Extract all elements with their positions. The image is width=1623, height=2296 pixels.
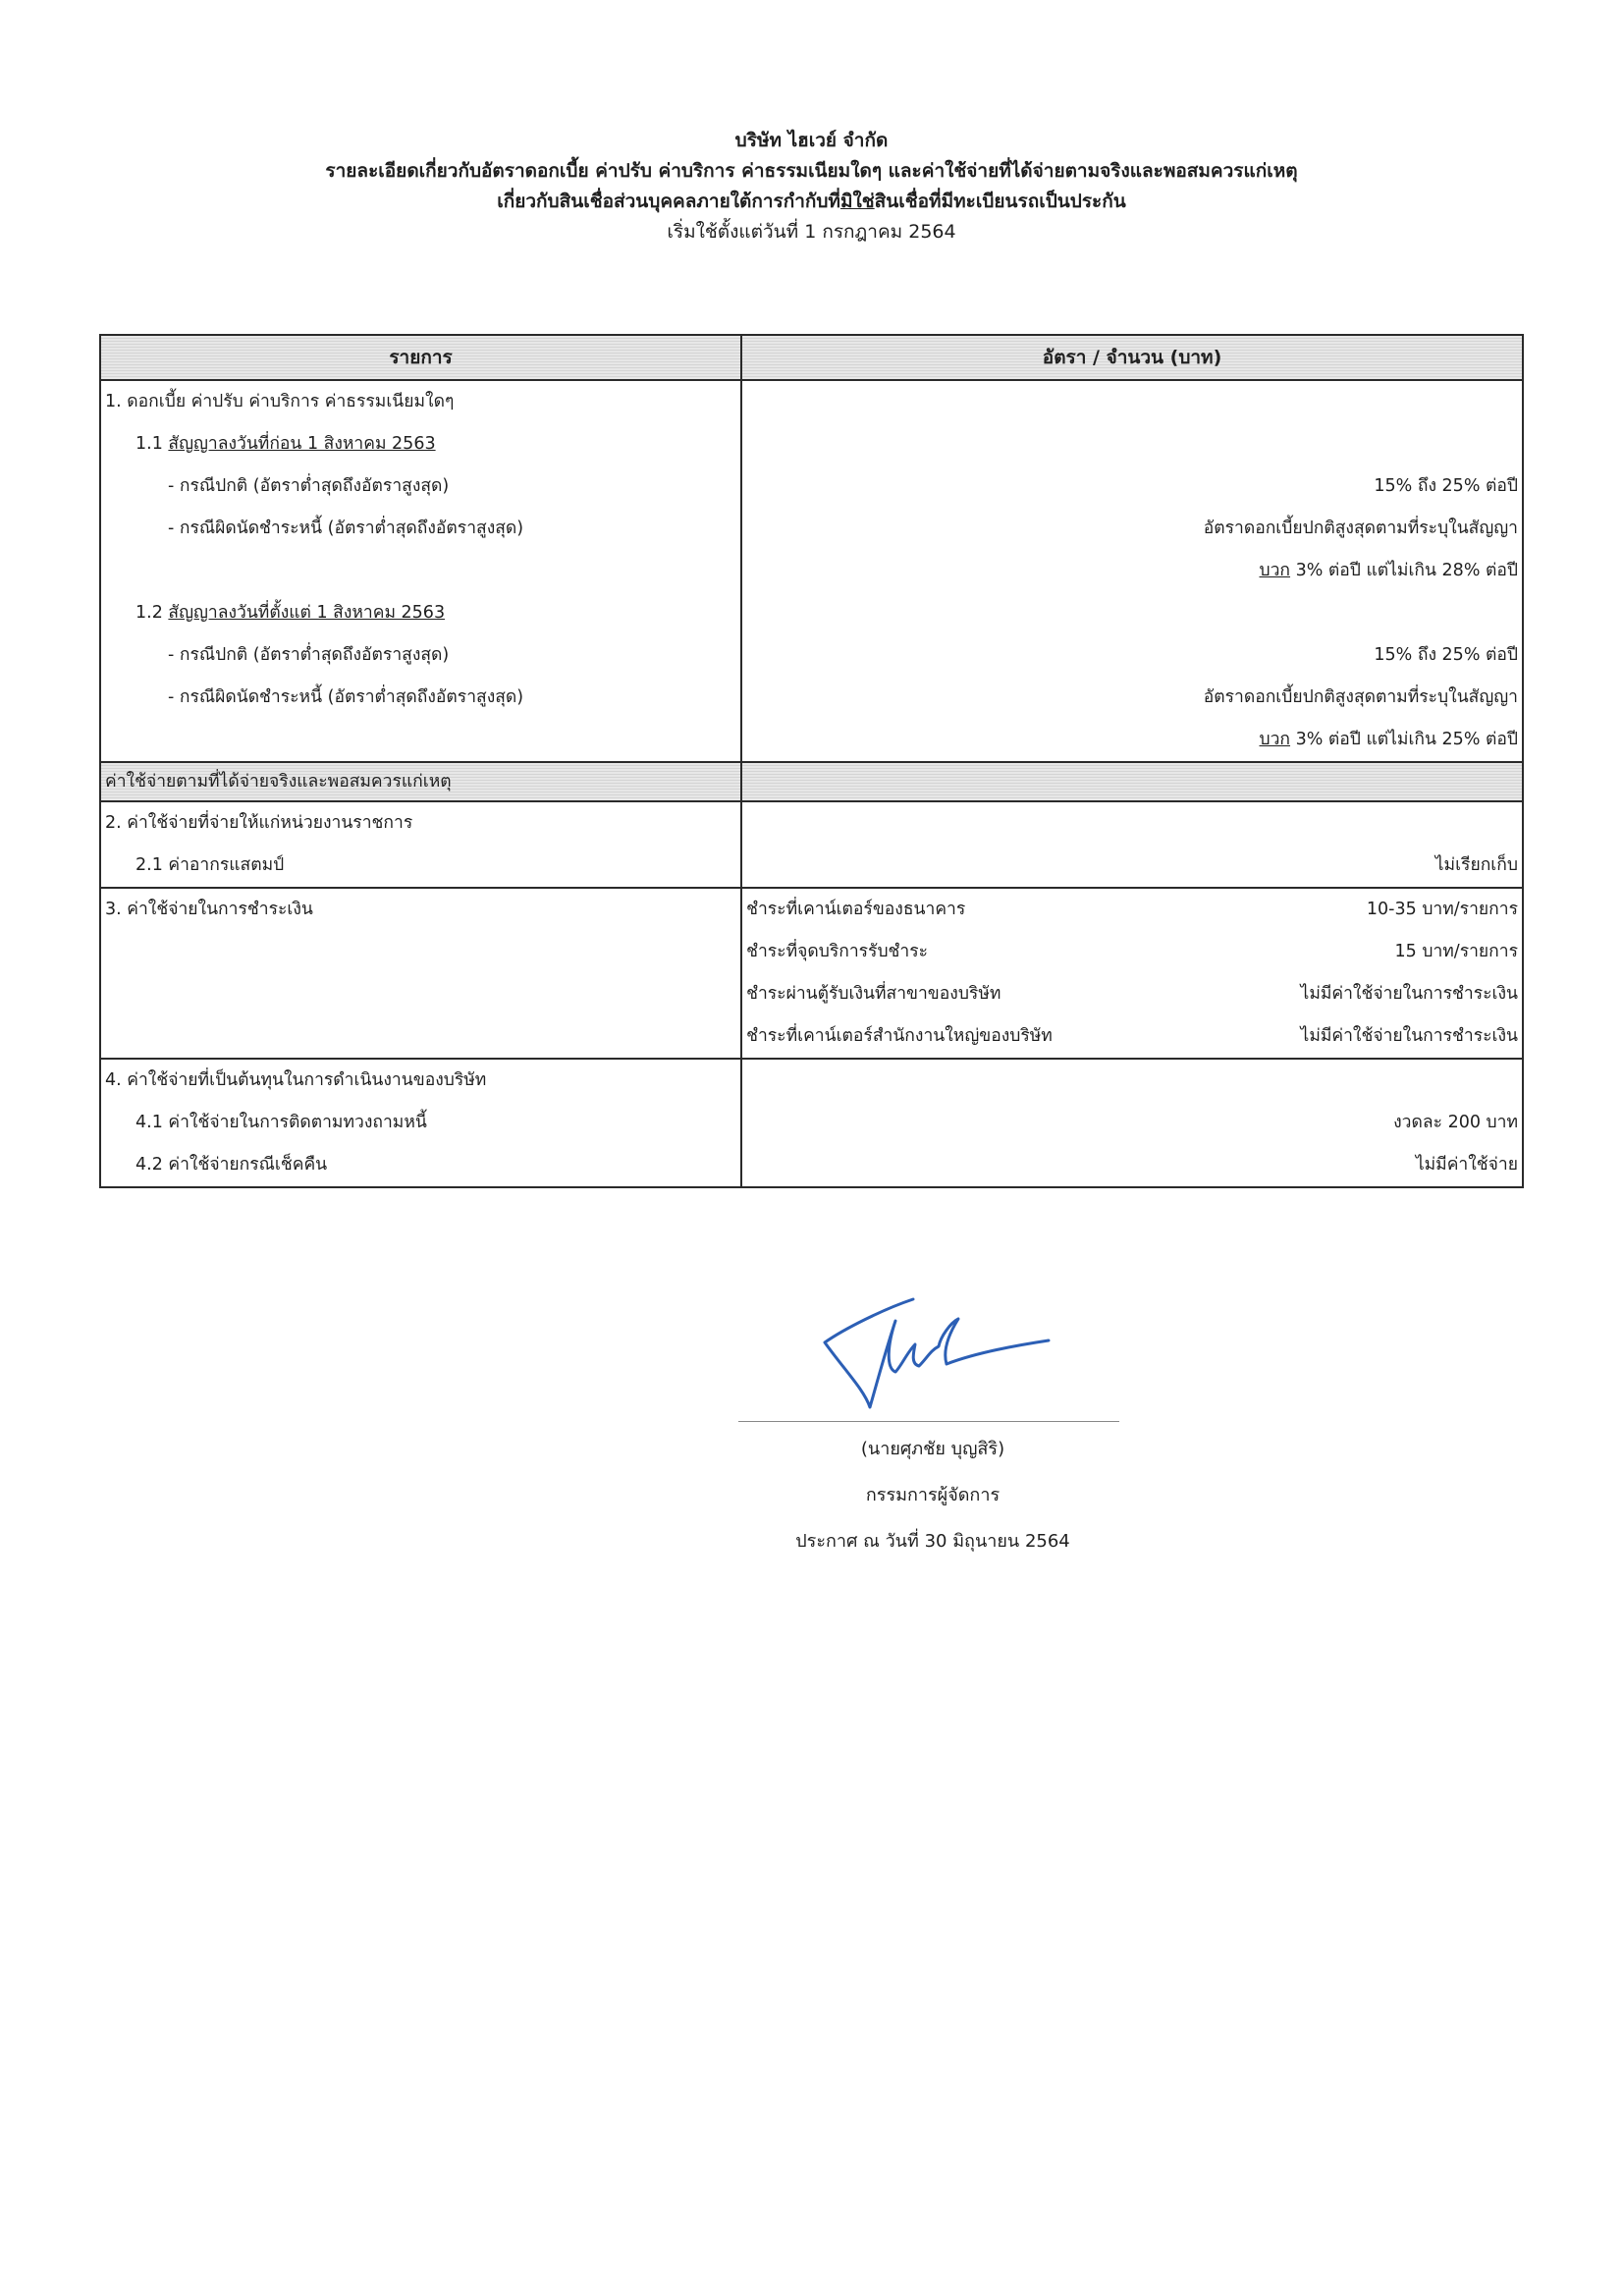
item-4-1: 4.1 ค่าใช้จ่ายในการติดตามทวงถามหนี้ bbox=[135, 1113, 427, 1132]
rate-1-1-normal: 15% ถึง 25% ต่อปี bbox=[1374, 476, 1518, 496]
column-header-rate: อัตรา / จำนวน (บาท) bbox=[741, 335, 1523, 380]
section-3-title: 3. ค่าใช้จ่ายในการชำระเงิน bbox=[105, 900, 313, 919]
column-header-item: รายการ bbox=[100, 335, 741, 380]
payment-row: ชำระผ่านตู้รับเงินที่สาขาของบริษัท ไม่มีค่าใช้จ่ายในการชำระเงิน bbox=[746, 984, 1518, 1004]
payment-row: ชำระที่จุดบริการรับชำระ 15 บาท/รายการ bbox=[746, 942, 1518, 961]
section-4-title: 4. ค่าใช้จ่ายที่เป็นต้นทุนในการดำเนินงานของบริษัท bbox=[105, 1070, 487, 1090]
section-2-title: 2. ค่าใช้จ่ายที่จ่ายให้แก่หน่วยงานราชการ bbox=[105, 813, 413, 833]
item-1-2-normal: - กรณีปกติ (อัตราต่ำสุดถึงอัตราสูงสุด) bbox=[168, 645, 450, 665]
item-1-2-default: - กรณีผิดนัดชำระหนี้ (อัตราต่ำสุดถึงอัตราสูงสุด) bbox=[168, 687, 524, 707]
signatory-name: (นายศุภชัย บุญสิริ) bbox=[860, 1439, 1005, 1459]
table-header-row bbox=[100, 335, 1523, 380]
document-header bbox=[0, 126, 1623, 247]
rate-1-2-default-line1: อัตราดอกเบี้ยปกติสูงสุดตามที่ระบุในสัญญา bbox=[1203, 687, 1518, 707]
subsection-1-2: 1.2 สัญญาลงวันที่ตั้งแต่ 1 สิงหาคม 2563 bbox=[135, 603, 446, 623]
subsection-1-1: 1.1 สัญญาลงวันที่ก่อน 1 สิงหาคม 2563 bbox=[135, 434, 436, 454]
signature-block bbox=[638, 1426, 1227, 1564]
section-1-title: 1. ดอกเบี้ย ค่าปรับ ค่าบริการ ค่าธรรมเนียมใดๆ bbox=[105, 392, 455, 411]
company-name: บริษัท ไฮเวย์ จำกัด bbox=[734, 130, 889, 151]
rate-4-2: ไม่มีค่าใช้จ่าย bbox=[1415, 1155, 1518, 1175]
table-row-operating-cost bbox=[100, 1059, 1523, 1187]
table-row-payment bbox=[100, 888, 1523, 1059]
signature-icon bbox=[776, 1282, 1090, 1419]
payment-row: ชำระที่เคาน์เตอร์ของธนาคาร 10-35 บาท/รายการ bbox=[746, 900, 1518, 919]
item-4-2: 4.2 ค่าใช้จ่ายกรณีเช็คคืน bbox=[135, 1155, 328, 1175]
rate-1-1-default-line1: อัตราดอกเบี้ยปกติสูงสุดตามที่ระบุในสัญญา bbox=[1203, 519, 1518, 538]
rate-1-1-default-line2: บวก 3% ต่อปี แต่ไม่เกิน 28% ต่อปี bbox=[1259, 561, 1518, 580]
document-title: รายละเอียดเกี่ยวกับอัตราดอกเบี้ย ค่าปรับ ค่าบริการ ค่าธรรมเนียมใดๆ และค่าใช้จ่ายที่ได้จ่ายตามจริงและพอสมควรแก่เหตุ bbox=[325, 160, 1298, 182]
rate-1-2-normal: 15% ถึง 25% ต่อปี bbox=[1374, 645, 1518, 665]
item-1-1-default: - กรณีผิดนัดชำระหนี้ (อัตราต่ำสุดถึงอัตราสูงสุด) bbox=[168, 519, 524, 538]
payment-row: ชำระที่เคาน์เตอร์สำนักงานใหญ่ของบริษัท ไม่มีค่าใช้จ่ายในการชำระเงิน bbox=[746, 1026, 1518, 1046]
item-2-1: 2.1 ค่าอากรแสตมป์ bbox=[135, 855, 285, 875]
item-1-1-normal: - กรณีปกติ (อัตราต่ำสุดถึงอัตราสูงสุด) bbox=[168, 476, 450, 496]
announcement-date: ประกาศ ณ วันที่ 30 มิถุนายน 2564 bbox=[795, 1531, 1070, 1552]
document-subtitle: เกี่ยวกับสินเชื่อส่วนบุคคลภายใต้การกำกับที่มิใช่สินเชื่อที่มีทะเบียนรถเป็นประกัน bbox=[497, 191, 1126, 212]
rate-2-1: ไม่เรียกเก็บ bbox=[1434, 855, 1518, 875]
table-row-government bbox=[100, 801, 1523, 888]
rate-1-2-default-line2: บวก 3% ต่อปี แต่ไม่เกิน 25% ต่อปี bbox=[1259, 730, 1518, 749]
signature-line bbox=[738, 1421, 1119, 1422]
signature-image bbox=[736, 1282, 1129, 1419]
table-row-interest bbox=[100, 380, 1523, 762]
section-expenses-title: ค่าใช้จ่ายตามที่ได้จ่ายจริงและพอสมควรแก่เหตุ bbox=[105, 772, 452, 792]
rate-4-1: งวดละ 200 บาท bbox=[1393, 1113, 1518, 1132]
effective-date: เริ่มใช้ตั้งแต่วันที่ 1 กรกฎาคม 2564 bbox=[667, 221, 956, 243]
table-row-section-expenses bbox=[100, 762, 1523, 801]
fee-table bbox=[99, 334, 1524, 1188]
signatory-position: กรรมการผู้จัดการ bbox=[865, 1485, 1001, 1505]
